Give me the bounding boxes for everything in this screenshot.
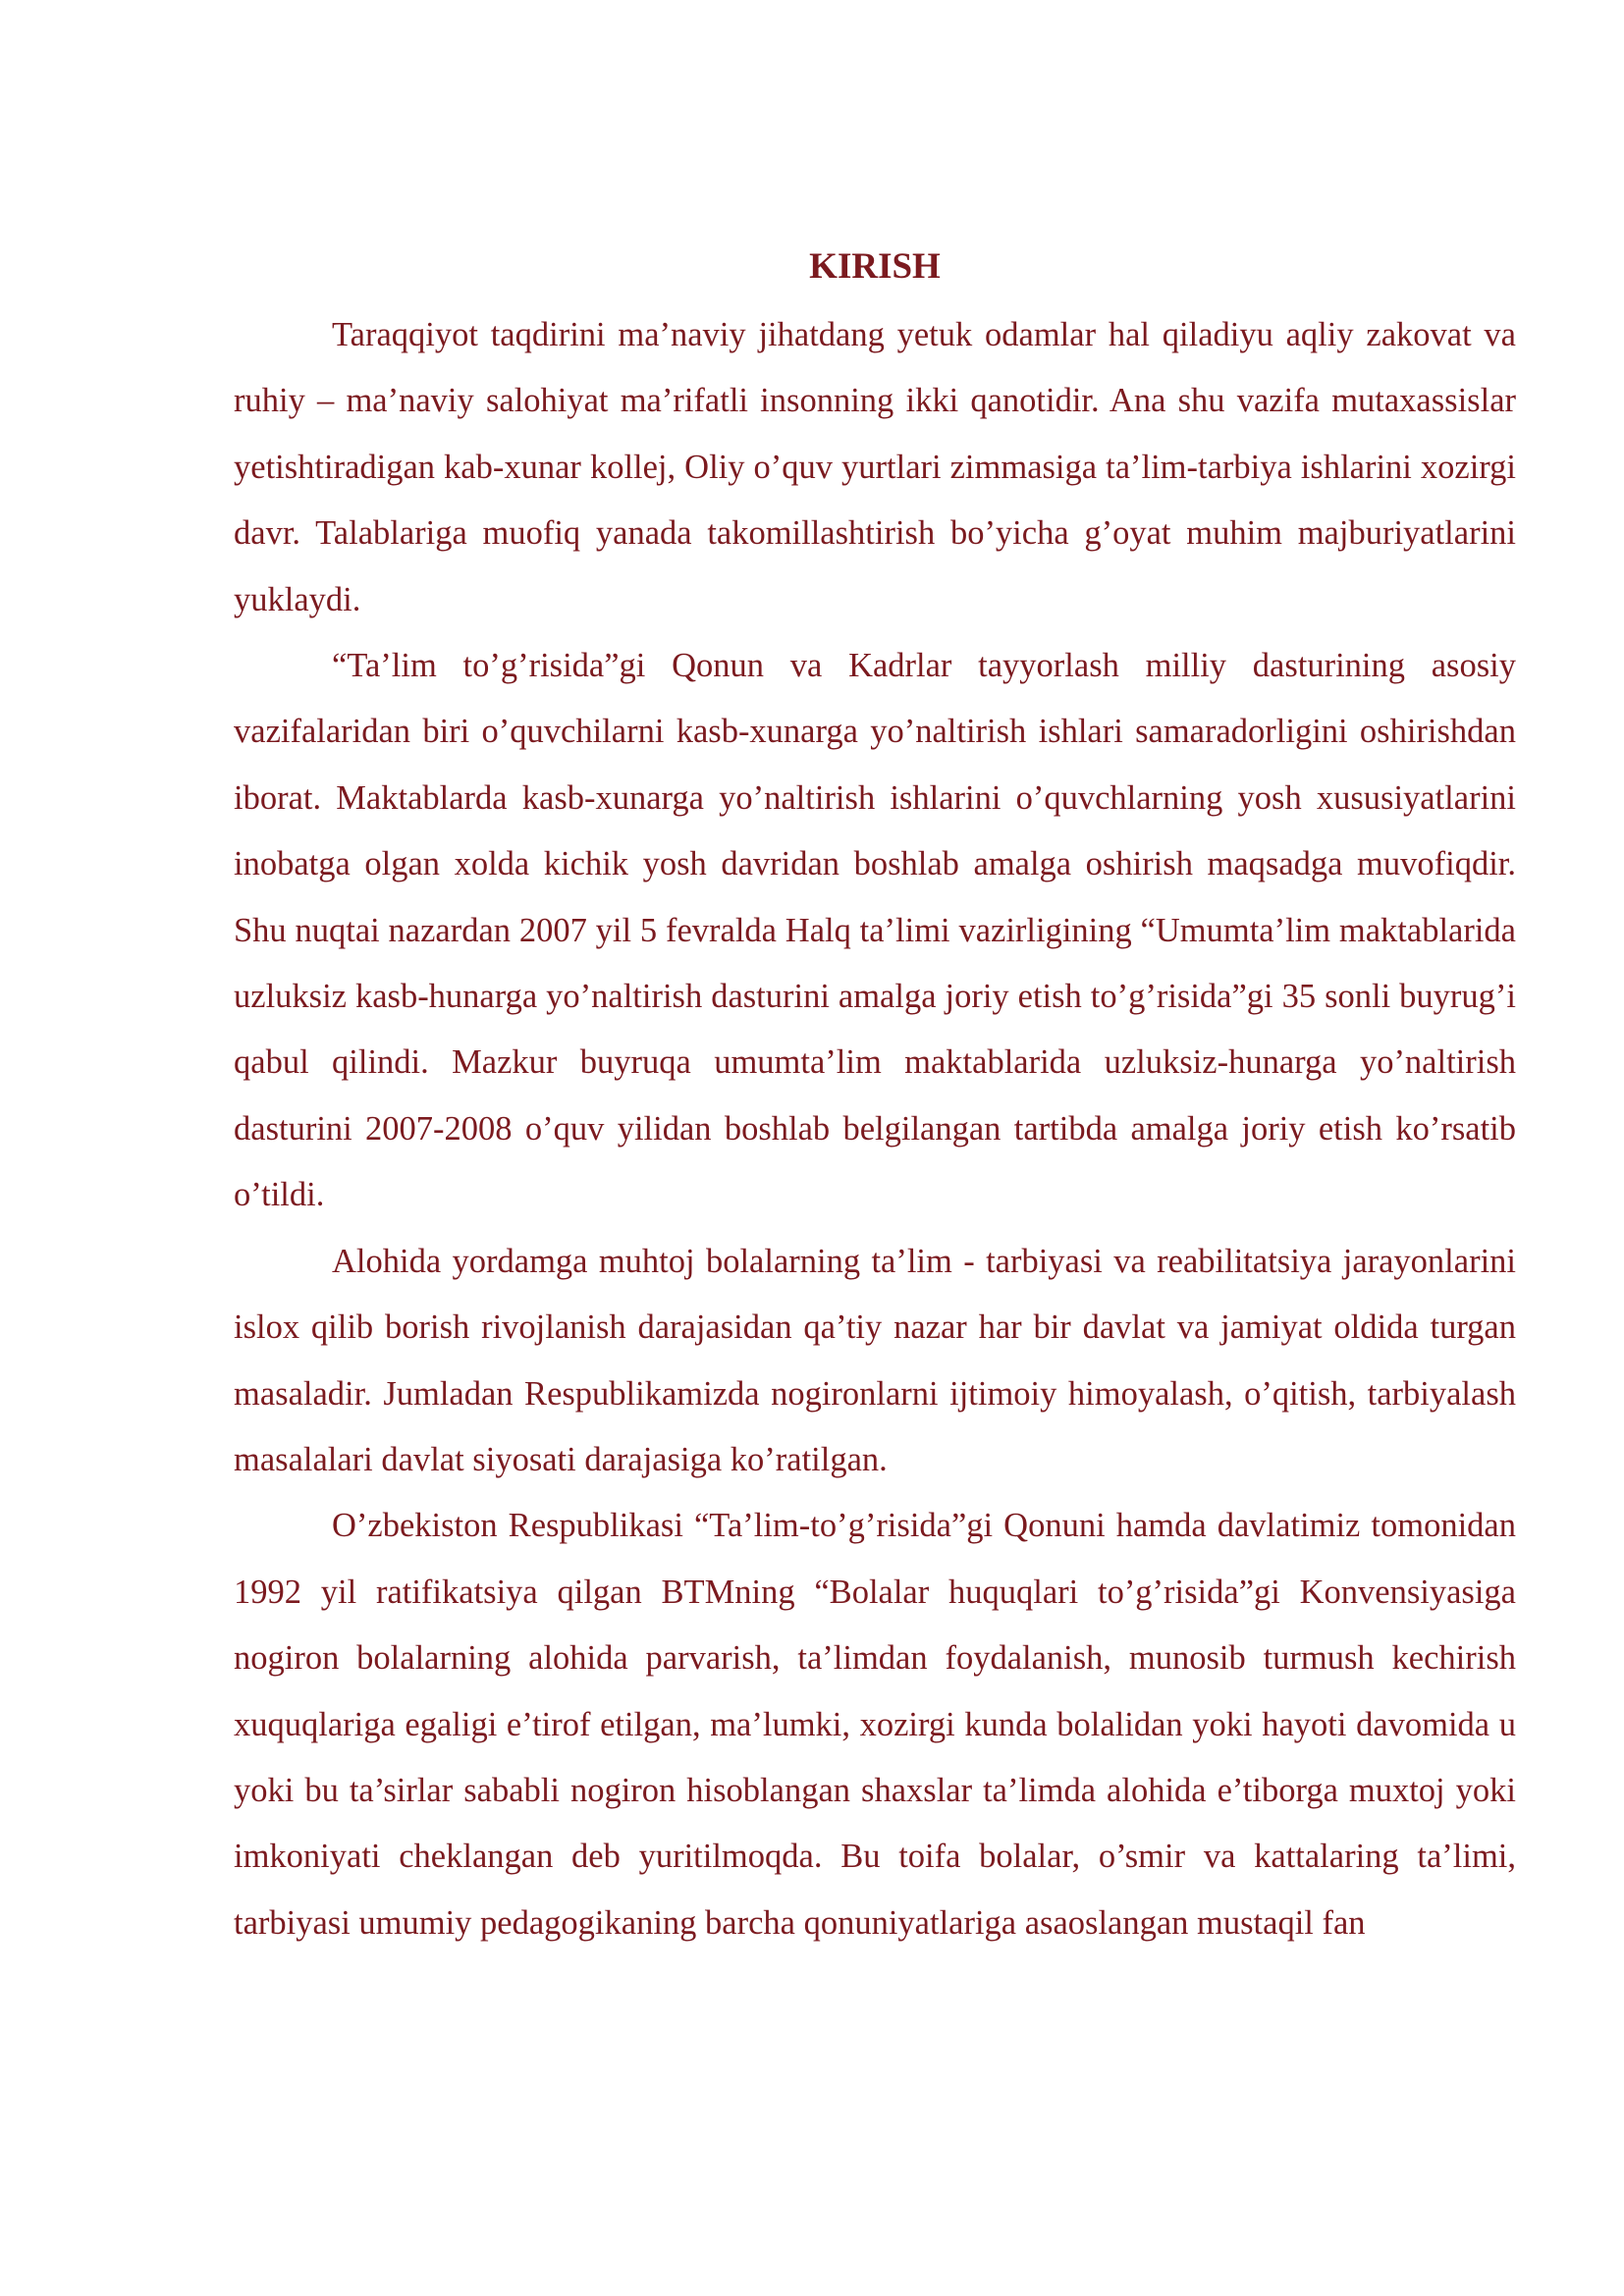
- paragraph-2: “Ta’lim to’g’risida”gi Qonun va Kadrlar tayyorlash milliy dasturining asosiy vazifalaridan biri o’quvchilarni kasb-xunarga yo’naltirish ishlari samaradorligini oshirishdan iborat. Maktablarda kasb-xunarga yo’naltirish ishlarini o’quvchlarning yosh xususiyatlarini inobatga olgan xolda kichik yosh davridan boshlab amalga oshirish maqsadga muvofiqdir. Shu nuqtai nazardan 2007 yil 5 fevralda Halq ta’limi vazirligining “Umumta’lim maktablarida uzluksiz kasb-hunarga yo’naltirish dasturini amalga joriy etish to’g’risida”gi 35 sonli buyrug’i qabul qilindi. Mazkur buyruqa umumta’lim maktablarida uzluksiz-hunarga yo’naltirish dasturini 2007-2008 o’quv yilidan boshlab belgilangan tartibda amalga joriy etish ko’rsatib o’tildi.: [234, 647, 1516, 1214]
- paragraph-3: Alohida yordamga muhtoj bolalarning ta’lim - tarbiyasi va reabilitatsiya jarayonlarini islox qilib borish rivojlanish darajasidan qa’tiy nazar har bir davlat va jamiyat oldida turgan masaladir. Jumladan Respublikamizda nogironlarni ijtimoiy himoyalash, o’qitish, tarbiyalash masalalari davlat siyosati darajasiga ko’ratilgan.: [234, 1242, 1516, 1478]
- page-title: KIRISH: [809, 246, 941, 287]
- paragraph-4: O’zbekiston Respublikasi “Ta’lim-to’g’risida”gi Qonuni hamda davlatimiz tomonidan 1992 yil ratifikatsiya qilgan BTMning “Bolalar huquqlari to’g’risida”gi Konvensiyasiga nogiron bolalarning alohida parvarish, ta’limdan foydalanish, munosib turmush kechirish xuquqlariga egaligi e’tirof etilgan, ma’lumki, xozirgi kunda bolalidan yoki hayoti davomida u yoki bu ta’sirlar sababli nogiron hisoblangan shaxslar ta’limda alohida e’tiborga muxtoj yoki imkoniyati cheklangan deb yuritilmoqda. Bu toifa bolalar, o’smir va kattalaring ta’limi, tarbiyasi umumiy pedagogikaning barcha qonuniyatlariga asaoslangan mustaqil fan: [234, 1507, 1516, 1942]
- paragraph-1: Taraqqiyot taqdirini ma’naviy jihatdang yetuk odamlar hal qiladiyu aqliy zakovat va ruhiy – ma’naviy salohiyat ma’rifatli insonning ikki qanotidir. Ana shu vazifa mutaxassislar yetishtiradigan kab-xunar kollej, Oliy o’quv yurtlari zimmasiga ta’lim-tarbiya ishlarini xozirgi davr. Talablariga muofiq yanada takomillashtirish bo’yicha g’oyat muhim majburiyatlarini yuklaydi.: [234, 316, 1516, 618]
